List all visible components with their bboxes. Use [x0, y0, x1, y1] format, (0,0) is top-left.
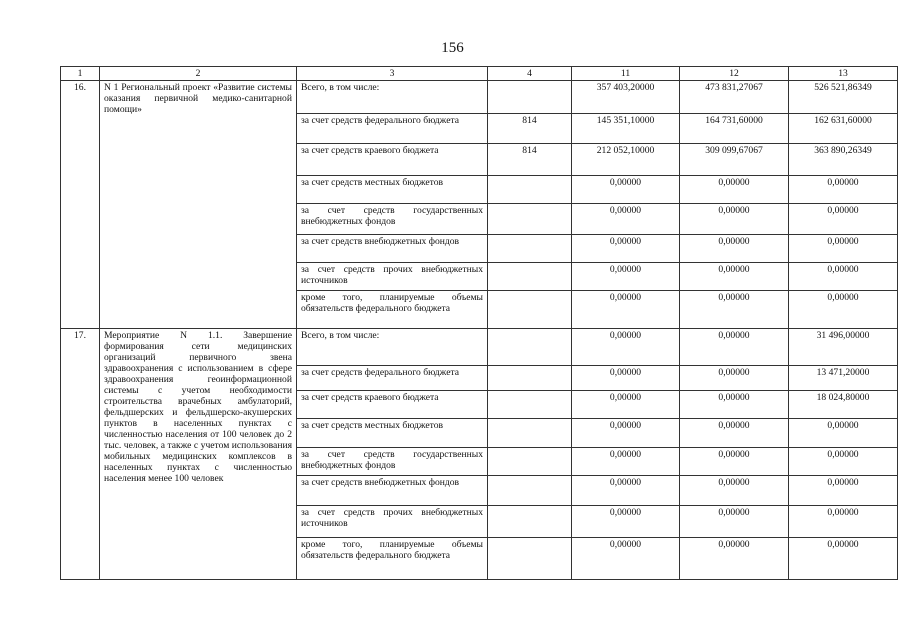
amount-col-11: 0,00000	[572, 329, 680, 366]
amount-col-12: 0,00000	[680, 235, 789, 263]
funding-source-label: Всего, в том числе:	[297, 329, 488, 366]
amount-col-11: 0,00000	[572, 176, 680, 204]
amount-col-13: 0,00000	[789, 291, 898, 329]
column-number: 12	[680, 67, 789, 81]
amount-col-12: 0,00000	[680, 448, 789, 476]
amount-col-13: 162 631,60000	[789, 114, 898, 144]
amount-col-11: 0,00000	[572, 448, 680, 476]
amount-col-12: 0,00000	[680, 391, 789, 419]
amount-col-12: 0,00000	[680, 176, 789, 204]
amount-col-13: 0,00000	[789, 448, 898, 476]
funding-source-label: кроме того, планируемые объемы обязательств федерального бюджета	[297, 291, 488, 329]
budget-code	[488, 506, 572, 538]
budget-table	[60, 66, 898, 580]
budget-code	[488, 448, 572, 476]
budget-code	[488, 263, 572, 291]
funding-source-label: за счет средств внебюджетных фондов	[297, 235, 488, 263]
column-number: 3	[297, 67, 488, 81]
budget-code: 814	[488, 144, 572, 176]
amount-col-13: 0,00000	[789, 419, 898, 448]
budget-code	[488, 176, 572, 204]
amount-col-13: 0,00000	[789, 263, 898, 291]
amount-col-11: 0,00000	[572, 419, 680, 448]
funding-source-label: за счет средств краевого бюджета	[297, 391, 488, 419]
column-number: 4	[488, 67, 572, 81]
column-number: 13	[789, 67, 898, 81]
amount-col-13: 0,00000	[789, 204, 898, 235]
amount-col-12: 0,00000	[680, 329, 789, 366]
column-number-row	[61, 67, 898, 81]
amount-col-12: 0,00000	[680, 476, 789, 506]
budget-code	[488, 329, 572, 366]
row-index: 17.	[61, 329, 100, 580]
amount-col-13: 0,00000	[789, 235, 898, 263]
amount-col-11: 0,00000	[572, 366, 680, 391]
amount-col-12: 473 831,27067	[680, 81, 789, 114]
amount-col-12: 0,00000	[680, 204, 789, 235]
amount-col-13: 0,00000	[789, 176, 898, 204]
amount-col-11: 0,00000	[572, 506, 680, 538]
amount-col-11: 357 403,20000	[572, 81, 680, 114]
funding-source-label: за счет средств местных бюджетов	[297, 419, 488, 448]
amount-col-12: 0,00000	[680, 506, 789, 538]
funding-source-label: за счет средств краевого бюджета	[297, 144, 488, 176]
amount-col-11: 0,00000	[572, 235, 680, 263]
amount-col-11: 0,00000	[572, 263, 680, 291]
funding-source-label: кроме того, планируемые объемы обязательств федерального бюджета	[297, 538, 488, 580]
column-number: 2	[100, 67, 297, 81]
budget-code	[488, 235, 572, 263]
budget-code	[488, 538, 572, 580]
project-name: Мероприятие N 1.1. Завершение формирования сети медицинских организаций первичного звена здравоохранения с использованием в сфере здравоохранения геоинформационной системы с учетом необходимости строительства врачебных амбулаторий, фельдшерских и фельдшерско-акушерских пунктов в населенных пунктах с численностью населения от 100 человек до 2 тыс. человек, а также с учетом использования мобильных медицинских комплексов в населенных пунктах с численностью населения менее 100 человек	[100, 329, 297, 580]
column-number: 11	[572, 67, 680, 81]
amount-col-12: 0,00000	[680, 263, 789, 291]
budget-code	[488, 391, 572, 419]
funding-source-label: за счет средств внебюджетных фондов	[297, 476, 488, 506]
row-index: 16.	[61, 81, 100, 329]
amount-col-13: 0,00000	[789, 506, 898, 538]
budget-code	[488, 366, 572, 391]
budget-code	[488, 419, 572, 448]
funding-source-label: за счет средств прочих внебюджетных источников	[297, 506, 488, 538]
amount-col-12: 164 731,60000	[680, 114, 789, 144]
funding-source-label: за счет средств местных бюджетов	[297, 176, 488, 204]
amount-col-11: 212 052,10000	[572, 144, 680, 176]
budget-code	[488, 81, 572, 114]
amount-col-13: 526 521,86349	[789, 81, 898, 114]
amount-col-11: 0,00000	[572, 204, 680, 235]
funding-source-label: за счет средств прочих внебюджетных источников	[297, 263, 488, 291]
budget-code	[488, 476, 572, 506]
table-row	[61, 81, 898, 114]
amount-col-11: 145 351,10000	[572, 114, 680, 144]
amount-col-11: 0,00000	[572, 476, 680, 506]
amount-col-12: 0,00000	[680, 419, 789, 448]
project-name: N 1 Региональный проект «Развитие системы оказания первичной медико-санитарной помощи»	[100, 81, 297, 329]
amount-col-13: 13 471,20000	[789, 366, 898, 391]
page-number: 156	[441, 40, 464, 56]
amount-col-13: 363 890,26349	[789, 144, 898, 176]
amount-col-12: 309 099,67067	[680, 144, 789, 176]
budget-code	[488, 291, 572, 329]
amount-col-13: 18 024,80000	[789, 391, 898, 419]
funding-source-label: за счет средств федерального бюджета	[297, 366, 488, 391]
funding-source-label: за счет средств государственных внебюджетных фондов	[297, 448, 488, 476]
amount-col-12: 0,00000	[680, 291, 789, 329]
column-number: 1	[61, 67, 100, 81]
funding-source-label: Всего, в том числе:	[297, 81, 488, 114]
amount-col-11: 0,00000	[572, 291, 680, 329]
amount-col-11: 0,00000	[572, 538, 680, 580]
amount-col-11: 0,00000	[572, 391, 680, 419]
amount-col-12: 0,00000	[680, 366, 789, 391]
budget-code	[488, 204, 572, 235]
funding-source-label: за счет средств федерального бюджета	[297, 114, 488, 144]
budget-code: 814	[488, 114, 572, 144]
table-row	[61, 329, 898, 366]
amount-col-13: 0,00000	[789, 476, 898, 506]
amount-col-12: 0,00000	[680, 538, 789, 580]
amount-col-13: 31 496,00000	[789, 329, 898, 366]
funding-source-label: за счет средств государственных внебюджетных фондов	[297, 204, 488, 235]
amount-col-13: 0,00000	[789, 538, 898, 580]
